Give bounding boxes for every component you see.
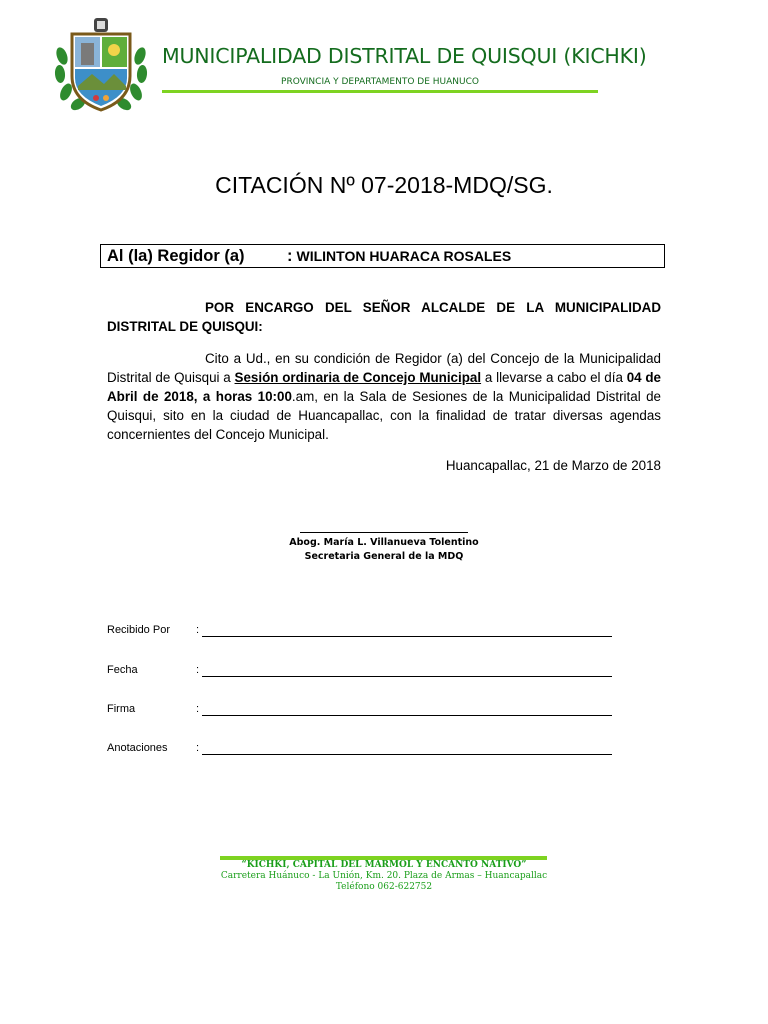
session-datetime: 04 de Abril de 2018, a horas 10:00 <box>107 370 661 404</box>
field-label: Firma <box>107 703 136 715</box>
province-subtitle: PROVINCIA Y DEPARTAMENTO DE HUANUCO <box>281 77 479 87</box>
municipal-coat-of-arms-icon <box>52 16 150 114</box>
place-date: Huancapallac, 21 de Marzo de 2018 <box>445 458 661 473</box>
recipient-box <box>100 244 665 268</box>
footer <box>200 860 568 893</box>
signature-line <box>300 532 468 533</box>
body-text-3: .am, en la Sala de Sesiones de la Municipalidad Distrital de Quisqui, sito en la ciudad de Huancapallac, con la finalidad de tratar diversas agendas concernientes del Concejo Municipal. <box>107 389 661 442</box>
field-colon: : <box>196 624 200 636</box>
body-paragraph <box>107 349 661 444</box>
recipient-label: Al (la) Regidor (a) <box>107 246 245 265</box>
field-label: Fecha <box>107 664 138 676</box>
field-colon: : <box>196 703 200 715</box>
field-label: Anotaciones <box>107 742 168 754</box>
receipt-field-recibido <box>107 624 612 640</box>
session-type: Sesión ordinaria de Concejo Municipal <box>234 370 482 385</box>
field-blank-line <box>202 676 612 677</box>
document-title: CITACIÓN Nº 07-2018-MDQ/SG. <box>215 172 553 198</box>
signatory-role: Secretaria General de la MDQ <box>304 551 464 562</box>
signatory-name: Abog. María L. Villanueva Tolentino <box>289 537 479 548</box>
recipient-name: WILINTON HUARACA ROSALES <box>296 248 512 264</box>
receipt-field-anotaciones <box>107 742 612 758</box>
body-text-1: Cito a Ud., en su condición de Regidor (a) del Concejo de la Municipalidad Distrital de Quisqui a <box>107 351 661 385</box>
field-colon: : <box>196 742 200 754</box>
receipt-field-fecha <box>107 664 612 680</box>
recipient-colon: : <box>287 246 293 265</box>
intro-paragraph: POR ENCARGO DEL SEÑOR ALCALDE DE LA MUNICIPALIDAD DISTRITAL DE QUISQUI: <box>107 300 661 334</box>
field-blank-line <box>202 715 612 716</box>
footer-motto: “KICHKI, CAPITAL DEL MARMOL Y ENCANTO NATIVO” <box>241 860 527 870</box>
field-label: Recibido Por <box>107 624 170 636</box>
field-colon: : <box>196 664 200 676</box>
field-blank-line <box>202 754 612 755</box>
field-blank-line <box>202 636 612 637</box>
footer-phone: Teléfono 062-622752 <box>335 882 433 892</box>
municipality-name: MUNICIPALIDAD DISTRITAL DE QUISQUI (KICHKI) <box>162 44 647 68</box>
footer-address: Carretera Huánuco - La Unión, Km. 20. Plaza de Armas – Huancapallac <box>220 871 548 881</box>
header-divider <box>162 90 598 93</box>
body-text-2: a llevarse a cabo el día <box>481 370 627 385</box>
receipt-field-firma <box>107 703 612 719</box>
signatory-block <box>254 536 514 564</box>
